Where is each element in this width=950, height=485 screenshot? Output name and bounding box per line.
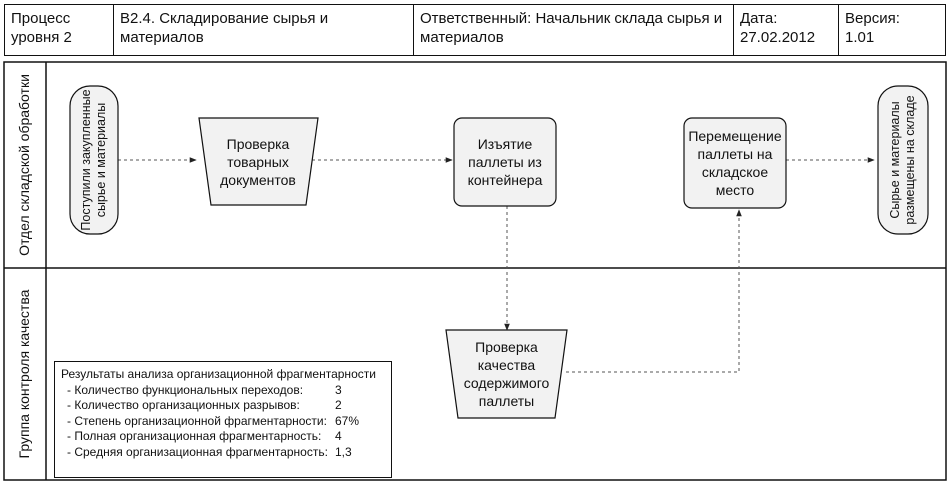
connector-check-quality-to-move-pallet bbox=[566, 210, 739, 372]
header-process-cell: В2.4. Складирование сырья и материалов bbox=[113, 4, 414, 56]
header-version-cell: Версия: 1.01 bbox=[838, 4, 946, 56]
header-responsible-cell: Ответственный: Начальник склада сырья и материалов bbox=[413, 4, 734, 56]
header-date-cell: Дата: 27.02.2012 bbox=[733, 4, 839, 56]
lane-label-quality: Группа контроля качества bbox=[16, 289, 32, 459]
stats-row-value: 3 bbox=[335, 382, 342, 397]
end-event-label: Сырье и материалы размещены на складе bbox=[888, 95, 917, 225]
check-docs-label: Проверка товарных документов bbox=[220, 136, 296, 188]
stats-row-value: 4 bbox=[335, 429, 342, 443]
stats-row-label: - Степень организационной фрагментарности: bbox=[67, 413, 327, 428]
check-quality-label: Проверка качества содержимого паллеты bbox=[463, 339, 550, 409]
stats-row bbox=[61, 414, 385, 430]
stats-row-value: 67% bbox=[335, 413, 360, 428]
fragmentation-stats-box bbox=[54, 361, 392, 478]
stats-row-value: 1,3 bbox=[335, 444, 352, 459]
stats-title: Результаты анализа организационной фрагментарности bbox=[61, 367, 376, 381]
stats-row bbox=[61, 383, 385, 399]
header-level-cell: Процесс уровня 2 bbox=[4, 4, 114, 56]
stats-row-label: - Количество функциональных переходов: bbox=[67, 382, 304, 397]
stats-row bbox=[61, 398, 385, 414]
stats-row-label: - Средняя организационная фрагментарность: bbox=[67, 444, 328, 459]
stats-row-label: - Полная организационная фрагментарность: bbox=[67, 429, 322, 443]
start-event-label: Поступили закупленные сырье и материалы bbox=[79, 89, 108, 231]
lane-label-warehouse: Отдел складской обработки bbox=[16, 74, 32, 256]
stats-row bbox=[61, 429, 385, 445]
move-pallet-label: Перемещение паллеты на складское место bbox=[688, 128, 782, 198]
stats-row bbox=[61, 445, 385, 461]
stats-row-label: - Количество организационных разрывов: bbox=[67, 398, 300, 412]
stats-row-value: 2 bbox=[335, 398, 342, 412]
remove-pallet-label: Изъятие паллеты из контейнера bbox=[467, 136, 543, 188]
